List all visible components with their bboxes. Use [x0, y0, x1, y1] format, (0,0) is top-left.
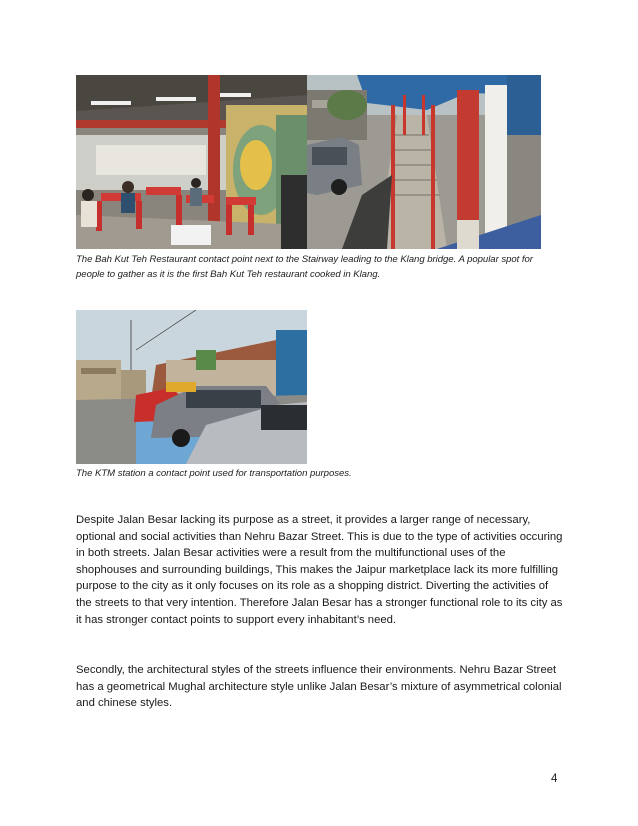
caption-ktm-station: The KTM station a contact point used for transportation purposes.: [76, 468, 352, 479]
page-number: 4: [551, 773, 558, 785]
ktm-station-photo: [76, 310, 307, 464]
paragraph-activities: Despite Jalan Besar lacking its purpose as a street, it provides a larger range of necessary, optional and social activities than Nehru Bazar Street. This is due to the type of activities occuring in both streets. Jalan Besar activities were a result from the multifunctional uses of the shophouses and surrounding buildings, This makes the Jaipur marketplace lack its more fulfilling purpose to the city as it only focuses on its role as a shopping district. Diverting the activities of the streets to that very intention. Therefore Jalan Besar has a stronger functional role to its city as it has stronger contact points to support every inhabitant’s need.: [76, 514, 563, 626]
stairway-photo: [307, 75, 541, 249]
paragraph-architecture: Secondly, the architectural styles of the streets influence their environments. Nehru Bazar Street has a geometrical Mughal architecture style unlike Jalan Besar’s mixture of asymmetrical colonial and chinese styles.: [76, 664, 562, 710]
caption-restaurant-stairway: The Bah Kut Teh Restaurant contact point next to the Stairway leading to the Klang bridge. A popular spot for people to gather as it is the first Bah Kut Teh restaurant cooked in Klang.: [76, 254, 533, 280]
restaurant-photo: [76, 75, 307, 249]
